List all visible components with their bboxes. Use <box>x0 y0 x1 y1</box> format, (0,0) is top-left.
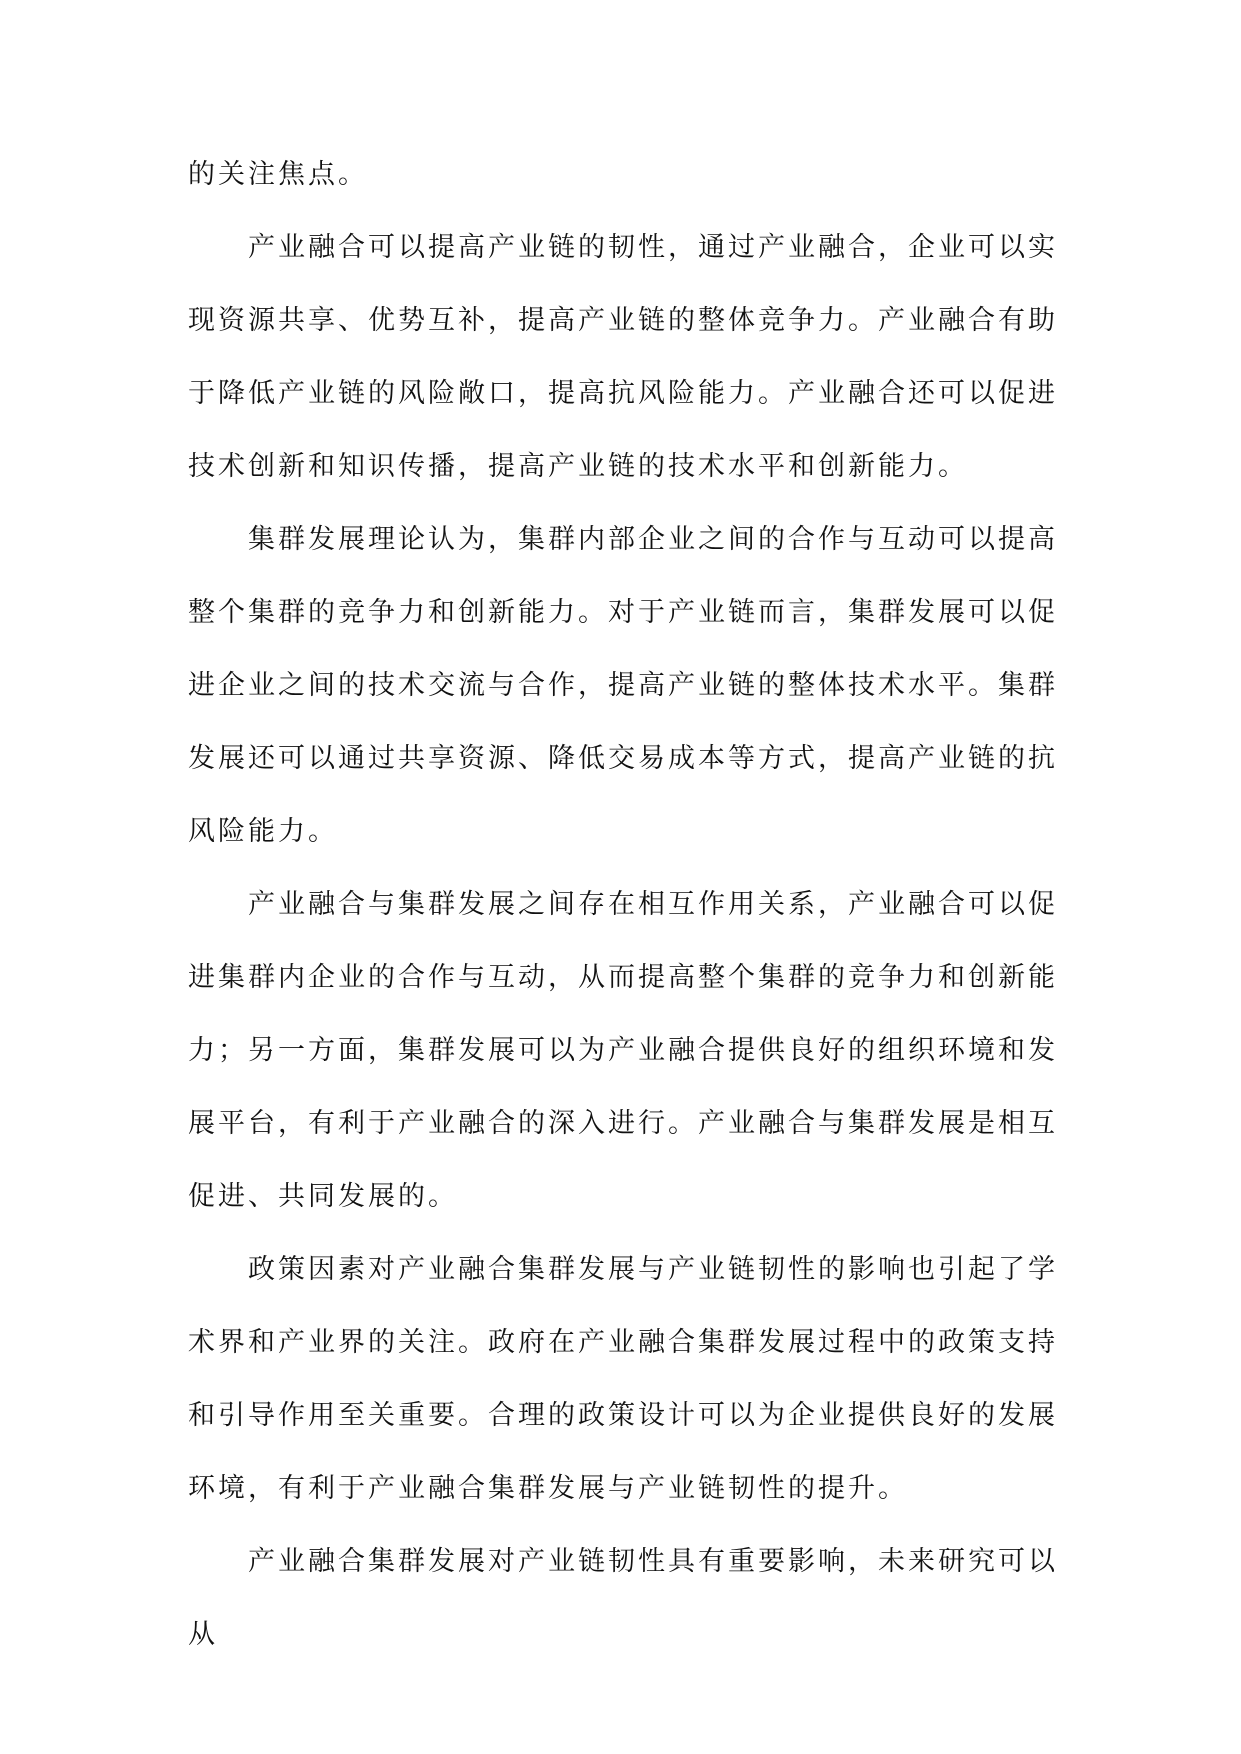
body-text <box>188 138 1058 1671</box>
paragraph-2: 产业融合可以提高产业链的韧性，通过产业融合，企业可以实现资源共享、优势互补，提高产业链的整体竞争力。产业融合有助于降低产业链的风险敞口，提高抗风险能力。产业融合还可以促进技术创新和知识传播，提高产业链的技术水平和创新能力。 <box>188 232 1058 482</box>
paragraph-3: 集群发展理论认为，集群内部企业之间的合作与互动可以提高整个集群的竞争力和创新能力。对于产业链而言，集群发展可以促进企业之间的技术交流与合作，提高产业链的整体技术水平。集群发展还可以通过共享资源、降低交易成本等方式，提高产业链的抗风险能力。 <box>188 524 1058 847</box>
paragraph-4: 产业融合与集群发展之间存在相互作用关系，产业融合可以促进集群内企业的合作与互动，从而提高整个集群的竞争力和创新能力；另一方面，集群发展可以为产业融合提供良好的组织环境和发展平台，有利于产业融合的深入进行。产业融合与集群发展是相互促进、共同发展的。 <box>188 889 1058 1212</box>
paragraph-1: 的关注焦点。 <box>188 159 368 190</box>
paragraph-6: 产业融合集群发展对产业链韧性具有重要影响，未来研究可以从 <box>188 1546 1058 1650</box>
paragraph-5: 政策因素对产业融合集群发展与产业链韧性的影响也引起了学术界和产业界的关注。政府在产业融合集群发展过程中的政策支持和引导作用至关重要。合理的政策设计可以为企业提供良好的发展环境，有利于产业融合集群发展与产业链韧性的提升。 <box>188 1254 1058 1504</box>
